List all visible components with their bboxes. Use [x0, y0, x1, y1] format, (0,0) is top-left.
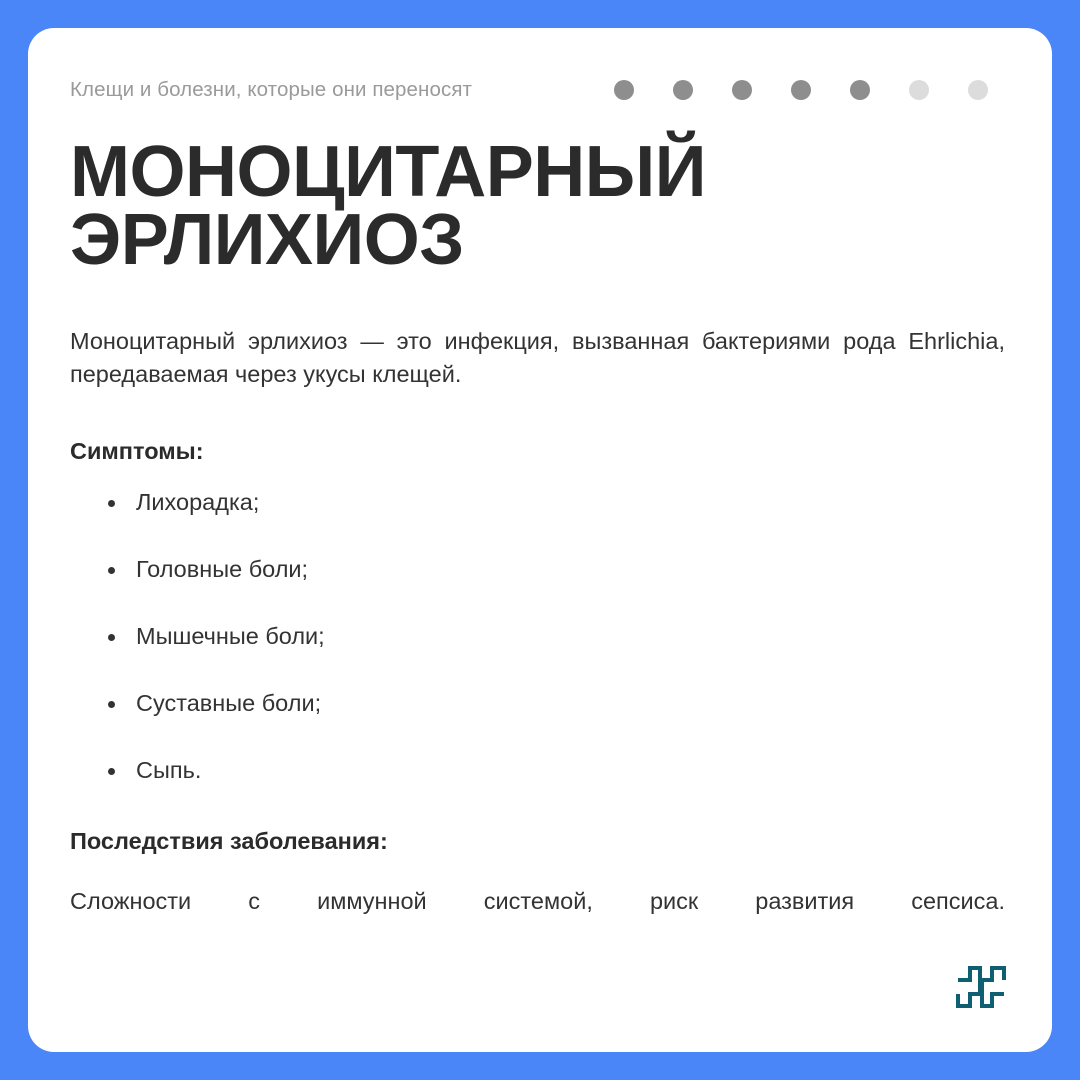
page-title-line-2: ЭРЛИХИОЗ [70, 200, 464, 281]
medical-cross-logo [954, 960, 1008, 1014]
card-header [70, 72, 1010, 108]
progress-dot [673, 80, 693, 100]
list-item: Лихорадка; [108, 489, 1010, 516]
progress-dot [968, 80, 988, 100]
list-item: Суставные боли; [108, 690, 1010, 717]
page-title [70, 132, 1010, 281]
progress-dot [732, 80, 752, 100]
symptoms-list [70, 489, 1010, 784]
progress-dot [614, 80, 634, 100]
progress-dot [791, 80, 811, 100]
progress-dots [614, 80, 1010, 100]
list-item: Мышечные боли; [108, 623, 1010, 650]
intro-paragraph: Моноцитарный эрлихиоз — это инфекция, вызванная бактериями рода Ehrlichia, передаваемая через укусы клещей. [70, 327, 1005, 388]
progress-dot [850, 80, 870, 100]
progress-dot [909, 80, 929, 100]
symptoms-heading: Симптомы: [70, 437, 204, 464]
list-item: Головные боли; [108, 556, 1010, 583]
list-item: Сыпь. [108, 757, 1010, 784]
consequences-heading: Последствия заболевания: [70, 827, 388, 854]
consequences-text: Сложности с иммунной системой, риск развития сепсиса. [70, 887, 1005, 914]
info-card [28, 28, 1052, 1052]
page-title-line-1: МОНОЦИТАРНЫЙ [70, 132, 707, 212]
series-kicker: Клещи и болезни, которые они переносят [70, 78, 473, 101]
